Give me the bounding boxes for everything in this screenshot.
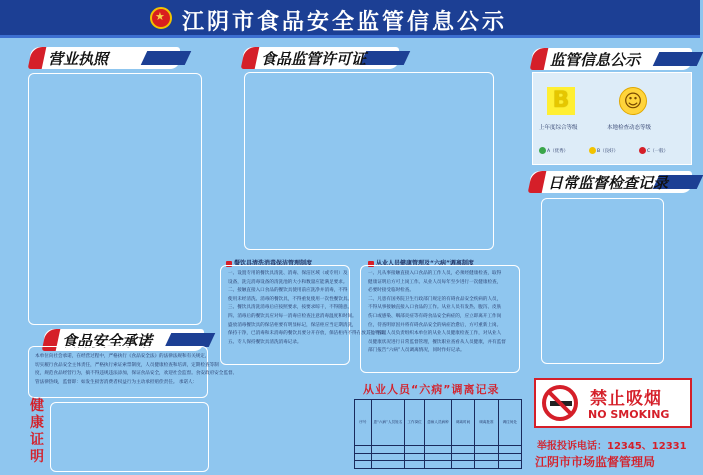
no-smoking-icon: [542, 385, 578, 421]
table-row: [355, 461, 522, 469]
section-tab-info: [532, 48, 692, 70]
section-title-promise: 食品安全承诺: [62, 332, 153, 350]
disinfect-text: 一、设置专用的餐饮具清洗、消毒、保洁区域（或专用）及 设备，洗完消毒设备的清洗池的大小和数量应能满足要求。 二、接触直接入口食品的餐饮具使用前应洗净并消毒，不得 使用未经清洗、消毒的餐饮具，不得重复使用一次性餐饮具。 三、餐饮具清洗消毒后应按照要求，按要求晾干，不得随意。 四、消毒后的餐饮具应对每一消毒应检查注意消毒温度和时间。 盛放消毒餐饮具的保洁柜要有明显标记，保洁柜应当定期清洗， 保持干净，已消毒和未消毒的餐饮具要分开存放，保洁柜内不得存放其他物品。 五、专人保持餐饮具清洗消毒记录。: [228, 271, 389, 345]
complaint-hotline: 举报投诉电话：12345、12331: [537, 441, 687, 452]
health-cert-label: 健康证明: [30, 398, 44, 465]
police-emblem-icon: [150, 7, 172, 29]
face-caption: 本地检查动态等级: [607, 125, 652, 131]
header-bar: [0, 0, 700, 38]
table-header-row: 序号 患“六病”人员姓名 工作岗位 患病人员病种 调离时间 调离批准 调往何处: [355, 400, 522, 446]
no-smoking-en: NO SMOKING: [588, 408, 670, 421]
face-green-icon: [539, 147, 546, 154]
section-title-license: 营业执照: [48, 50, 109, 68]
daily-record-panel: [541, 198, 664, 364]
legend-c: C（一般）: [639, 147, 668, 154]
section-title-permit: 食品监管许可证: [261, 50, 367, 68]
grade-caption: 上年度综合等级: [539, 125, 578, 131]
promise-text: 本单位向社会承诺，在经营过程中，严格执行《食品安全法》的法律法规和有关规定， 切实履行食品安全主体责任，严格执行索证索票制度，人员健康检查和培训，定期检查等制 度，规范食品经营行为，搞不得违规违法添加，保证食品安全，欢迎社会监督。食安政府安全监督、 管法律热线，监督即：如发生损害消费者权益行为主动承担赔偿责任。 承诺人：: [35, 354, 238, 385]
promise-panel: [28, 346, 238, 398]
face-yellow-icon: [589, 147, 596, 154]
records-title: 从业人员“六病”调离记录: [363, 383, 500, 396]
legend-a: A（优秀）: [539, 147, 568, 154]
legend-b: B（良好）: [589, 147, 618, 154]
table-row: [355, 453, 522, 461]
health-rules-panel: [360, 265, 520, 373]
face-red-icon: [639, 147, 646, 154]
section-title-daily: 日常监督检查记录: [548, 174, 669, 192]
bureau-name: 江阴市市场监督管理局: [535, 455, 656, 469]
disinfect-title: 餐饮具清洗消毒保洁管理制度: [226, 258, 312, 267]
no-smoking-cn: 禁止吸烟: [590, 389, 662, 409]
section-tab-daily: [530, 171, 692, 193]
smiley-face-icon: ☺: [619, 87, 647, 115]
health-cert-panel: [50, 402, 209, 472]
table-row: [355, 446, 522, 454]
no-smoking-sign: [534, 378, 692, 428]
section-tab-permit: [243, 47, 399, 69]
permit-panel: [244, 72, 494, 250]
disinfect-panel: [220, 265, 389, 365]
grade-badge: B: [547, 87, 575, 115]
page-title: 江阴市食品安全监管信息公示: [182, 10, 508, 35]
health-rules-title: 从业人员健康管理及“六病”调离制度: [368, 258, 474, 267]
health-rules-text: 一、凡从事接触直接入口食品的工作人员，必须经健康检查，取得 健康证明后方可上岗工作。从业人员每年至少进行一次健康检查， 必要时接受临时检查。 二、凡患有国务院卫生行政部门规定的有碍食品安全疾病的人员， 不得从事接触直接入口食品的工作。从业人员有发热、腹泻、皮肤 伤口或感染、咽部炎症等有碍食品安全病症的，应立即离开工作岗 位，待查明原因并将有碍食品安全的病症治愈后，方可重新上岗。 三、管理人员负责组织本单位的从业人员健康检查工作，对从业人 员健康状况进行日常监督管理，餐饮职业查看从人员健康，并有监督 部门报告“六病”人员调离情况，同时作好记录。: [368, 271, 506, 354]
info-display-box: [532, 72, 692, 165]
records-table: [354, 399, 522, 469]
license-panel: [28, 73, 202, 325]
section-tab-license: [30, 47, 180, 69]
section-title-info: 监管信息公示: [550, 51, 641, 69]
